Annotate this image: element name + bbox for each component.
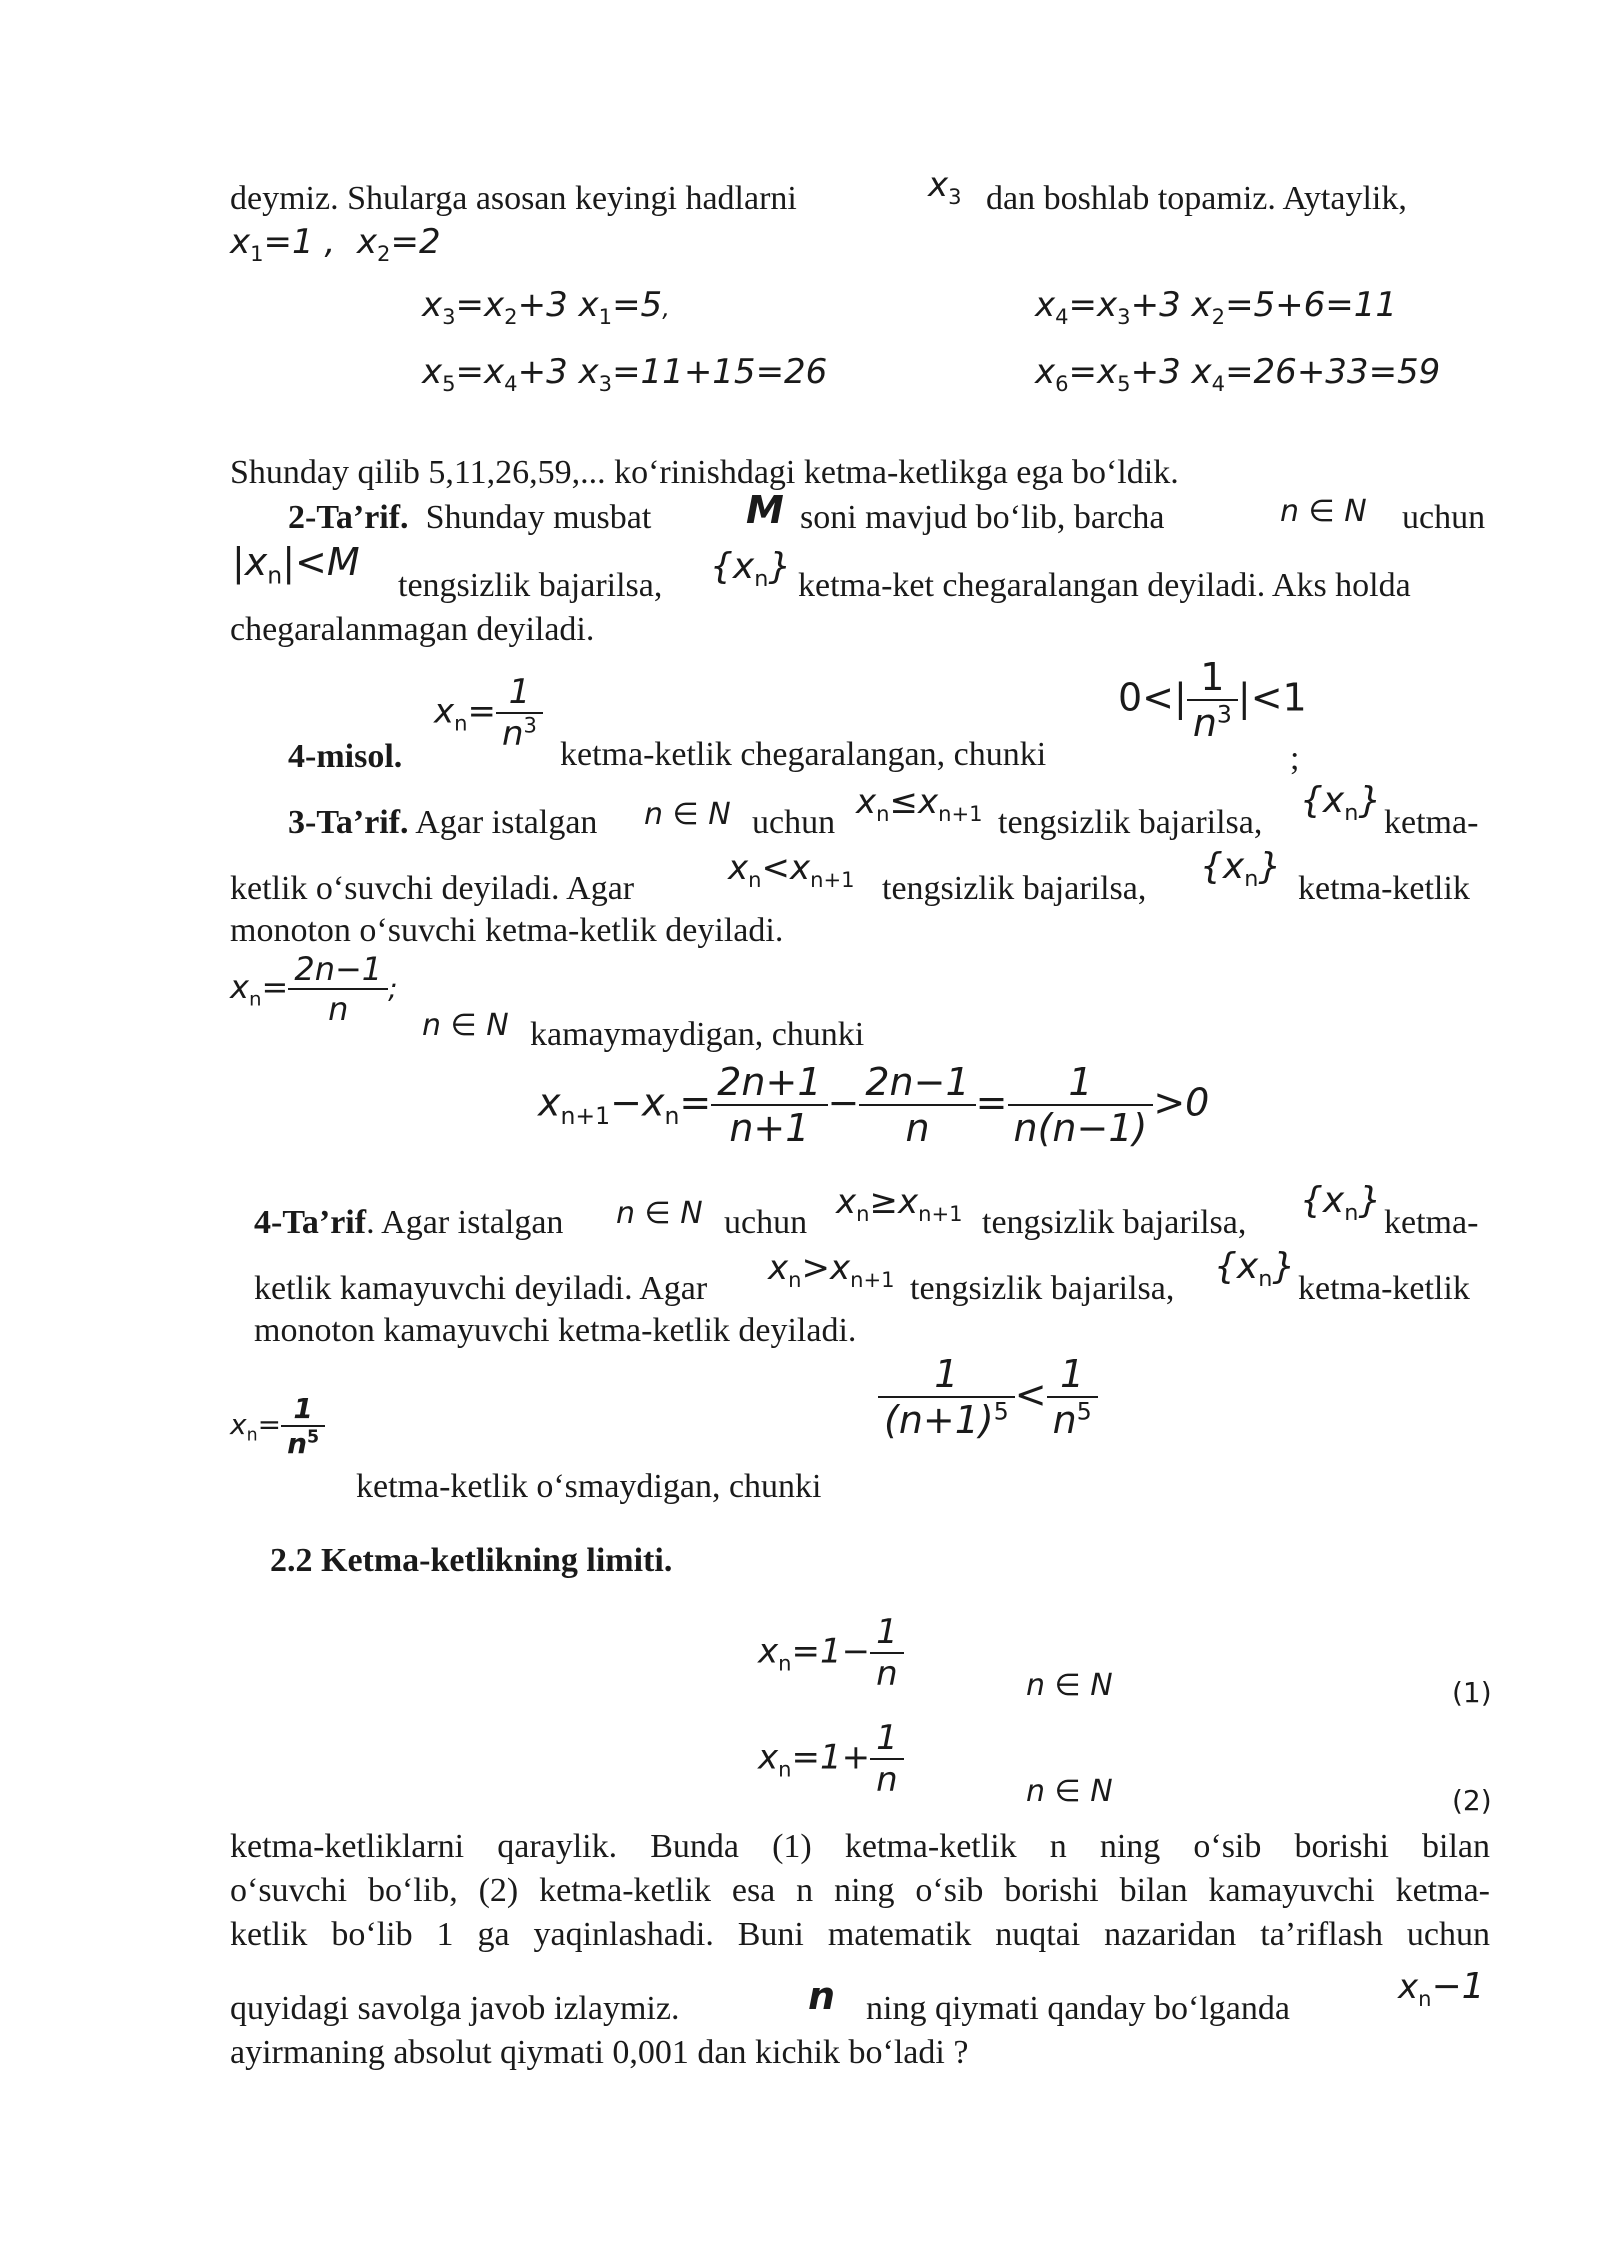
formula-2-domain: n ∈ N bbox=[1026, 1774, 1113, 1809]
def-3-line-1-end: ketma- bbox=[1384, 804, 1479, 841]
def-3-line-3: monoton o‘suvchi ketma-ketlik deyiladi. bbox=[230, 912, 784, 949]
def-2-line-1: 2-Ta’rif. Shunday musbat bbox=[288, 499, 652, 536]
def3-n-in-N: n ∈ N bbox=[644, 797, 731, 832]
final-para-line-3: ketlik bo‘lib 1 ga yaqinlashadi. Buni matematik nuqtai nazaridan ta’riflash uchun bbox=[230, 1916, 1490, 1953]
formula-1: $x_n=1-$ $\frac{1}{n}$ bbox=[758, 1612, 904, 1694]
ex4-text: ketma-ketlik chegaralangan, chunki bbox=[560, 736, 1047, 773]
def-4-line-2-a: ketlik kamayuvchi deyiladi. Agar bbox=[254, 1270, 708, 1307]
n-in-N: n ∈ N bbox=[1280, 494, 1367, 529]
def-4-line-1-end: ketma- bbox=[1384, 1204, 1479, 1241]
ex5-text: kamaymaydigan, chunki bbox=[530, 1016, 865, 1053]
def4-seq-2: $\{x_n\}$ bbox=[1214, 1246, 1296, 1293]
def3-condition: $x_n\le x_{n+1}$ bbox=[856, 782, 983, 826]
formula-1-domain: n ∈ N bbox=[1026, 1668, 1113, 1703]
def3-seq: $\{x_n\}$ bbox=[1300, 780, 1382, 827]
equation-x6: $x_6=x_5+3$ $x_4=26+33=59$ bbox=[1035, 352, 1441, 396]
def-2-line-1-end: uchun bbox=[1402, 499, 1486, 536]
final-para-line-4-a: quyidagi savolga javob izlaymiz. bbox=[230, 1990, 680, 2027]
n-bold-symbol: n bbox=[808, 1974, 836, 2018]
def-4-uchun: uchun bbox=[724, 1204, 808, 1241]
def-3-line-2-end: ketma-ketlik bbox=[1298, 870, 1470, 907]
def-4-line-3: monoton kamayuvchi ketma-ketlik deyiladi. bbox=[254, 1312, 857, 1349]
equation-x4: $x_4=x_3+3$ $x_2=5+6=11$ bbox=[1035, 285, 1398, 329]
final-para-line-4-b: ning qiymati qanday bo‘lganda bbox=[866, 1990, 1290, 2027]
def3-seq-2: $\{x_n\}$ bbox=[1200, 846, 1282, 893]
final-para-line-5: ayirmaning absolut qiymati 0,001 dan kichik bo‘ladi ? bbox=[230, 2034, 969, 2071]
def-3-uchun: uchun bbox=[752, 804, 836, 841]
equation-x5: $x_5=x_4+3$ $x_3=11+15=26$ bbox=[422, 352, 828, 396]
M-symbol: M bbox=[746, 488, 784, 532]
def-2-line-2-b: ketma-ket chegaralangan deyiladi. Aks holda bbox=[798, 567, 1411, 604]
ex6-formula: $x_n=$ $\frac{1}{n^5}$ bbox=[230, 1392, 325, 1460]
def-4-line-2-end: ketma-ketlik bbox=[1298, 1270, 1470, 1307]
def-4-line-1: 4-Ta’rif. Agar istalgan bbox=[254, 1204, 564, 1241]
final-para-line-2: o‘suvchi bo‘lib, (2) ketma-ketlik esa n ning o‘sib borishi bilan kamayuvchi ketma- bbox=[230, 1872, 1490, 1909]
para-1-line-1-end: dan boshlab topamiz. Aytaylik, bbox=[986, 180, 1407, 217]
abs-xn-less-M: $|x_n|<M$ bbox=[232, 540, 360, 590]
def3-strict-condition: $x_n<x_{n+1}$ bbox=[728, 848, 855, 892]
def-2-line-1-mid: soni mavjud bo‘lib, barcha bbox=[800, 499, 1165, 536]
section-heading: 2.2 Ketma-ketlikning limiti. bbox=[270, 1542, 673, 1579]
equation-x3: $x_3=x_2+3$ $x_1=5$, bbox=[422, 285, 670, 329]
def4-strict-condition: $x_n>x_{n+1}$ bbox=[768, 1248, 895, 1292]
def-2-line-2-a: tengsizlik bajarilsa, bbox=[398, 567, 663, 604]
def4-seq: $\{x_n\}$ bbox=[1300, 1180, 1382, 1227]
def-4-line-2-b: tengsizlik bajarilsa, bbox=[910, 1270, 1175, 1307]
def-3-line-2-b: tengsizlik bajarilsa, bbox=[882, 870, 1147, 907]
xn-minus-1: $x_n-1$ bbox=[1398, 1966, 1485, 2011]
ex6-inequality: $\frac{1}{(n+1)^5}$ < $\frac{1}{n^5}$ bbox=[878, 1352, 1098, 1442]
ex4-formula: $x_n=$ $\frac{1}{n^3}$ bbox=[434, 672, 543, 754]
formula-1-tag: (1) bbox=[1452, 1676, 1492, 1709]
def4-condition: $x_n\ge x_{n+1}$ bbox=[836, 1182, 963, 1226]
initial-values: $x_1=1$ , $x_2=2$ bbox=[230, 222, 441, 266]
def-4-line-1-b: tengsizlik bajarilsa, bbox=[982, 1204, 1247, 1241]
para-1-line-1: deymiz. Shularga asosan keyingi hadlarni bbox=[230, 180, 797, 217]
formula-2-tag: (2) bbox=[1452, 1784, 1492, 1817]
ex4-inequality: 0<| $\frac{1}{n^3}$ |<1 bbox=[1118, 655, 1307, 745]
ex5-n-in-N: n ∈ N bbox=[422, 1008, 509, 1043]
seq-xn: $\{x_n\}$ bbox=[710, 546, 792, 593]
def-3-line-2-a: ketlik o‘suvchi deyiladi. Agar bbox=[230, 870, 635, 907]
formula-2: $x_n=1+$ $\frac{1}{n}$ bbox=[758, 1718, 904, 1800]
ex5-formula: $x_n=$ $\frac{2n-1}{n}$ ; bbox=[230, 950, 398, 1028]
ex5-difference-formula: $x_{n+1}-x_n=$ $\frac{2n+1}{n+1}$ − $\frac{2n-1}{n}$ = $\frac{1}{n(n-1)}$ >0 bbox=[538, 1060, 1210, 1150]
final-para-line-1: ketma-ketliklarni qaraylik. Bunda (1) ketma-ketlik n ning o‘sib borishi bilan bbox=[230, 1828, 1490, 1865]
ex4-semicolon: ; bbox=[1290, 740, 1300, 777]
def-3-line-1: 3-Ta’rif. Agar istalgan bbox=[288, 804, 598, 841]
def4-n-in-N: n ∈ N bbox=[616, 1196, 703, 1231]
ex6-text: ketma-ketlik o‘smaydigan, chunki bbox=[356, 1468, 822, 1505]
def-3-line-1-b: tengsizlik bajarilsa, bbox=[998, 804, 1263, 841]
x3-symbol: $x_3$ bbox=[928, 165, 962, 209]
para-2: Shunday qilib 5,11,26,59,... ko‘rinishdagi ketma-ketlikga ega bo‘ldik. bbox=[230, 454, 1179, 491]
ex4-title: 4-misol. bbox=[288, 738, 403, 775]
def-2-line-3: chegaralanmagan deyiladi. bbox=[230, 611, 595, 648]
